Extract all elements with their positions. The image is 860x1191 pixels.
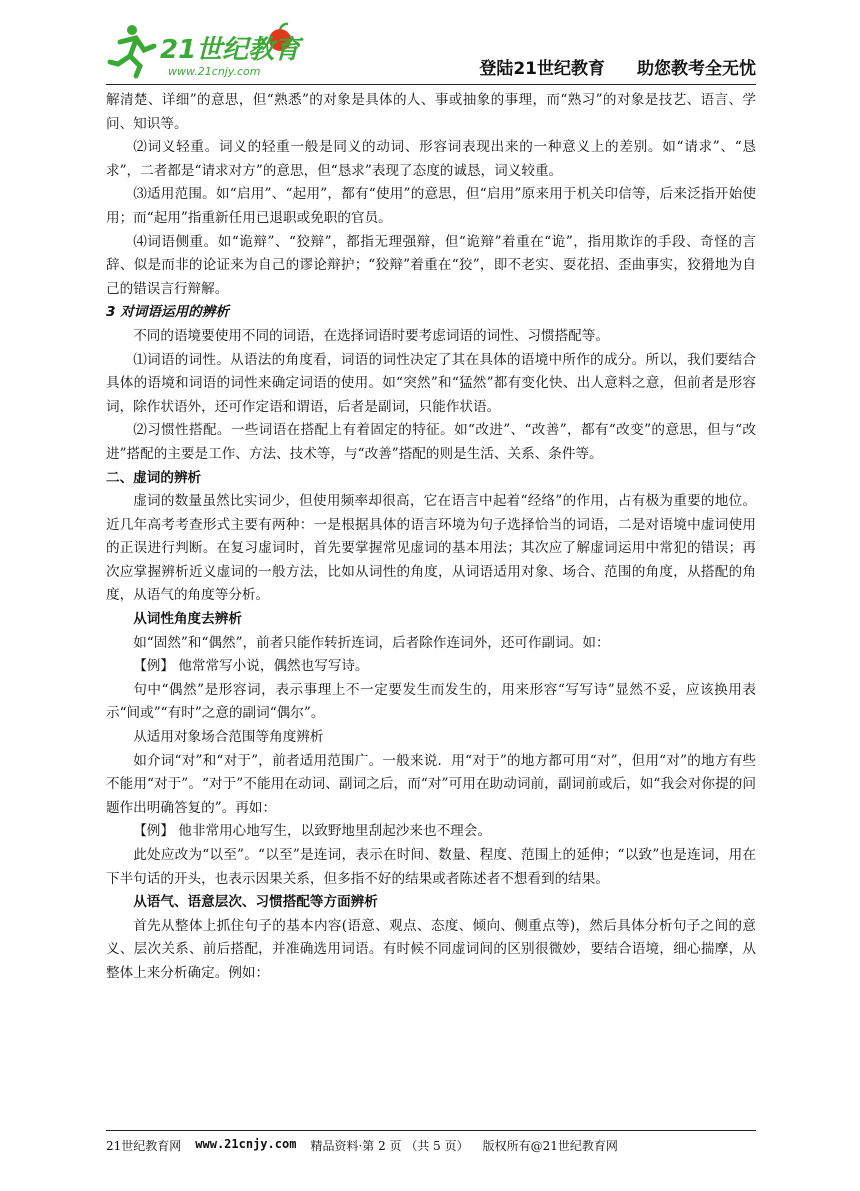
paragraph: ⑶适用范围。如“启用”、“起用”，都有“使用”的意思，但“启用”原来用于机关印信等，后来泛指开始使用；而“起用”指重新任用已退职或免职的官员。 [106,186,756,226]
paragraph: ⑵习惯性搭配。一些词语在搭配上有着固定的特征。如“改进”、“改善”，都有“改变”的意思，但与“改进”搭配的主要是工作、方法、技术等，与“改善”搭配的则是生活、关系、条件等。 [106,422,756,462]
subsection-heading: 3 对词语运用的辨析 [106,304,229,321]
paragraph: 虚词的数量虽然比实词少，但使用频率却很高，它在语言中起着“经络”的作用，占有极为重要的地位。近几年高考考查形式主要有两种：一是根据具体的语言环境为句子选择恰当的词语，二是对语境中虚词使用的正误进行判断。在复习虚词时，首先要掌握常见虚词的基本用法；其次应了解虚词运用中常犯的错误；再次应掌握辨析近义虚词的一般方法，比如从词性的角度，从词语适用对象、场合、范围的角度，从搭配的角度，从语气的角度等分析。 [106,493,756,604]
slogan-left: 登陆21世纪教育 [479,59,605,79]
paragraph: 【例】 他常常写小说，偶然也写写诗。 [133,658,369,675]
paragraph: 首先从整体上抓住句子的基本内容(语意、观点、态度、倾向、侧重点等)，然后具体分析句子之间的意义、层次关系、前后搭配，并准确选用词语。有时候不同虚词间的区别很微妙，要结合语境，细心揣摩，从整体上来分析确定。例如： [106,917,756,981]
paragraph: 句中“偶然”是形容词，表示事理上不一定要发生而发生的，用来形容“写写诗”显然不妥，应该换用表示“间或”“有时”之意的副词“偶尔”。 [106,681,756,722]
footer-copyright: 版权所有@21世纪教育网 [482,1139,618,1153]
paragraph: ⑷词语侧重。如“诡辩”、“狡辩”，都指无理强辩，但“诡辩”着重在“诡”，指用欺诈的手段、奇怪的言辞、似是而非的论证来为自己的谬论辩护；“狡辩”着重在“狡”，即不老实、耍花招、歪曲事实，狡猾地为自己的错误言行辩解。 [106,233,756,297]
page-header [106,20,756,86]
paragraph: 此处应改为“以至”。“以至”是连词，表示在时间、数量、程度、范围上的延伸；“以致”也是连词，用在下半句话的开头，也表示因果关系，但多指不好的结果或者陈述者不想看到的结果。 [106,847,756,887]
paragraph: 从适用对象场合范围等角度辨析 [133,729,324,746]
logo-wordmark: 21世纪教育 [160,35,301,65]
paragraph: 如“固然”和“偶然”，前者只能作转折连词，后者除作连词外，还可作副词。如： [133,634,610,651]
slogan-right: 助您教考全无忧 [637,59,756,79]
paragraph: ⑴词语的词性。从语法的角度看，词语的词性决定了其在具体的语境中所作的成分。所以，我们要结合具体的语境和词语的词性来确定词语的使用。如“突然”和“猛然”都有变化快、出人意料之意，但前者是形容词，除作状语外，还可作定语和谓语，后者是副词，只能作状语。 [106,351,756,415]
header-divider [106,84,756,85]
paragraph: ⑵词义轻重。词义的轻重一般是同义的动词、形容词表现出来的一种意义上的差别。如“请求”、“恳求”，二者都是“请求对方”的意思，但“恳求”表现了态度的诚恳，词义较重。 [106,139,756,179]
footer-site-url[interactable]: www.21cnjy.com [195,1137,297,1151]
document-body [106,89,756,986]
paragraph: 解清楚、详细”的意思，但“熟悉”的对象是具体的人、事或抽象的事理，而“熟习”的对象是技艺、语言、学问、知识等。 [106,92,756,132]
page-footer [106,1137,756,1154]
paragraph: 不同的语境要使用不同的词语，在选择词语时要考虑词语的词性、习惯搭配等。 [133,327,609,344]
footer-divider [106,1130,756,1131]
logo-url: www.21cnjy.com [168,65,261,78]
subsection-heading: 从语气、语意层次、习惯搭配等方面辨析 [133,894,378,911]
footer-page-info: 精品资料·第 2 页 （共 5 页） [310,1139,469,1153]
paragraph: 如介词“对”和“对于”，前者适用范围广。一般来说．用“对于”的地方都可用“对”，但用“对”的地方有些不能用“对于”。“对于”不能用在动词、副词之后，而“对”可用在助动词前，副词前或后，如“我会对你提的问题作出明确答复的”。再如： [106,752,756,816]
site-logo [106,20,316,82]
paragraph: 【例】 他非常用心地写生，以致野地里刮起沙来也不理会。 [133,823,491,840]
subsection-heading: 从词性角度去辨析 [133,611,242,628]
footer-site-name: 21世纪教育网 [106,1139,182,1153]
runner-figure-icon [110,25,154,76]
header-slogan [479,54,756,79]
section-heading: 二、虚词的辨析 [106,469,202,486]
